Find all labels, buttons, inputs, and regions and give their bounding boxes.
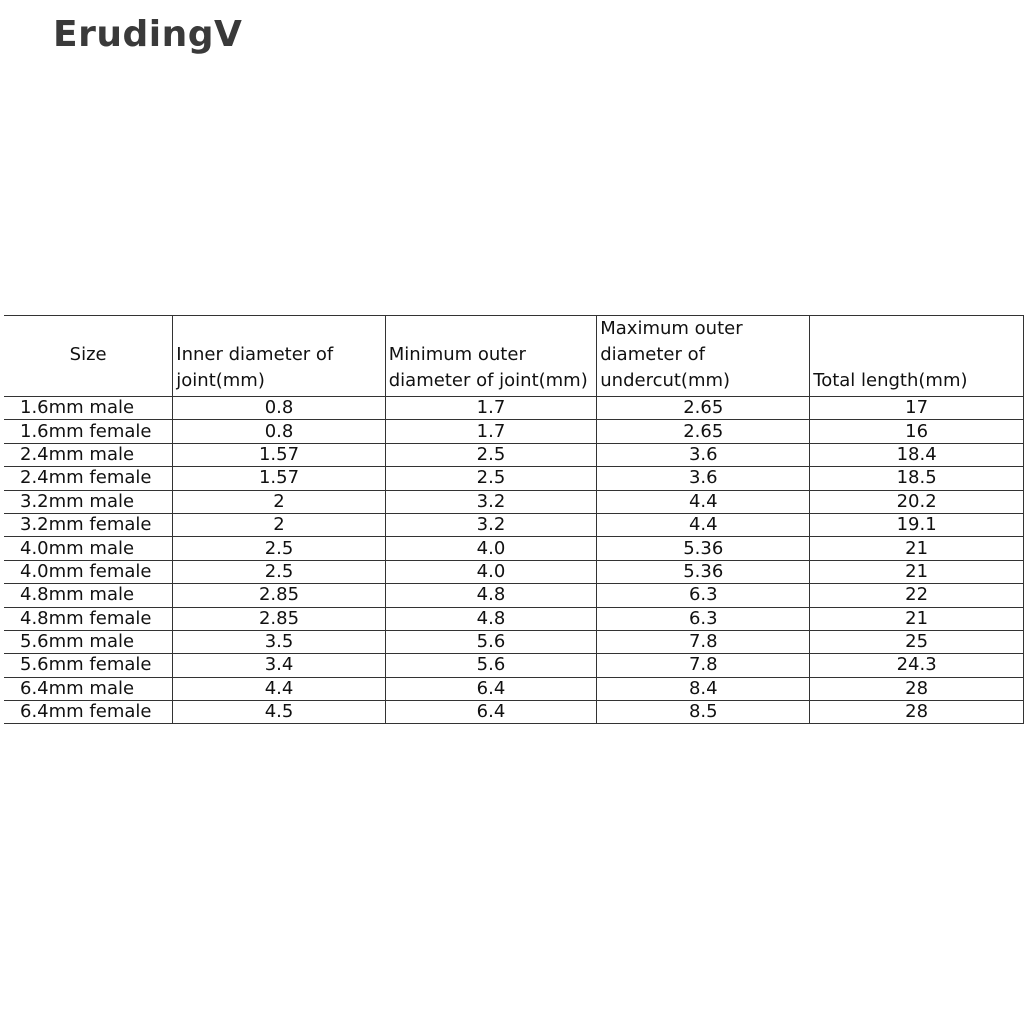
cell-inner-diameter: 2.5 bbox=[173, 560, 385, 583]
cell-size: 1.6mm female bbox=[4, 420, 173, 443]
column-header-inner-diameter: Inner diameter of joint(mm) bbox=[173, 316, 385, 397]
cell-total-length: 28 bbox=[810, 677, 1024, 700]
column-header-max-outer-diameter: Maximum outer diameter of undercut(mm) bbox=[597, 316, 810, 397]
cell-min-outer-diameter: 4.8 bbox=[385, 607, 597, 630]
cell-min-outer-diameter: 3.2 bbox=[385, 513, 597, 536]
cell-size: 4.0mm male bbox=[4, 537, 173, 560]
cell-min-outer-diameter: 2.5 bbox=[385, 467, 597, 490]
cell-total-length: 24.3 bbox=[810, 654, 1024, 677]
table-row bbox=[4, 537, 1024, 560]
cell-min-outer-diameter: 6.4 bbox=[385, 701, 597, 724]
cell-inner-diameter: 1.57 bbox=[173, 443, 385, 466]
table-row bbox=[4, 397, 1024, 420]
table-row bbox=[4, 420, 1024, 443]
cell-max-outer-diameter: 4.4 bbox=[597, 513, 810, 536]
cell-total-length: 20.2 bbox=[810, 490, 1024, 513]
table-row bbox=[4, 490, 1024, 513]
cell-max-outer-diameter: 7.8 bbox=[597, 630, 810, 653]
cell-min-outer-diameter: 1.7 bbox=[385, 420, 597, 443]
table-row bbox=[4, 584, 1024, 607]
cell-inner-diameter: 0.8 bbox=[173, 420, 385, 443]
cell-total-length: 21 bbox=[810, 560, 1024, 583]
cell-max-outer-diameter: 6.3 bbox=[597, 584, 810, 607]
column-header-size: Size bbox=[4, 316, 173, 397]
cell-size: 3.2mm male bbox=[4, 490, 173, 513]
table-row bbox=[4, 701, 1024, 724]
cell-total-length: 21 bbox=[810, 537, 1024, 560]
cell-size: 6.4mm male bbox=[4, 677, 173, 700]
cell-size: 4.0mm female bbox=[4, 560, 173, 583]
cell-total-length: 17 bbox=[810, 397, 1024, 420]
cell-max-outer-diameter: 4.4 bbox=[597, 490, 810, 513]
cell-size: 4.8mm male bbox=[4, 584, 173, 607]
table-row bbox=[4, 630, 1024, 653]
cell-inner-diameter: 2.5 bbox=[173, 537, 385, 560]
cell-inner-diameter: 4.4 bbox=[173, 677, 385, 700]
cell-inner-diameter: 4.5 bbox=[173, 701, 385, 724]
cell-total-length: 28 bbox=[810, 701, 1024, 724]
cell-inner-diameter: 2 bbox=[173, 490, 385, 513]
spec-table bbox=[4, 315, 1024, 724]
cell-inner-diameter: 3.4 bbox=[173, 654, 385, 677]
cell-inner-diameter: 1.57 bbox=[173, 467, 385, 490]
cell-min-outer-diameter: 5.6 bbox=[385, 654, 597, 677]
table-row bbox=[4, 560, 1024, 583]
table-header-row bbox=[4, 316, 1024, 397]
cell-max-outer-diameter: 7.8 bbox=[597, 654, 810, 677]
table-row bbox=[4, 654, 1024, 677]
cell-max-outer-diameter: 8.5 bbox=[597, 701, 810, 724]
cell-max-outer-diameter: 8.4 bbox=[597, 677, 810, 700]
cell-total-length: 25 bbox=[810, 630, 1024, 653]
watermark-text: ErudingV bbox=[53, 14, 243, 55]
cell-min-outer-diameter: 6.4 bbox=[385, 677, 597, 700]
cell-max-outer-diameter: 5.36 bbox=[597, 560, 810, 583]
cell-size: 6.4mm female bbox=[4, 701, 173, 724]
table-row bbox=[4, 443, 1024, 466]
cell-total-length: 19.1 bbox=[810, 513, 1024, 536]
cell-size: 2.4mm female bbox=[4, 467, 173, 490]
table-row bbox=[4, 677, 1024, 700]
cell-total-length: 18.5 bbox=[810, 467, 1024, 490]
cell-inner-diameter: 2 bbox=[173, 513, 385, 536]
cell-max-outer-diameter: 3.6 bbox=[597, 467, 810, 490]
table-row bbox=[4, 607, 1024, 630]
cell-size: 3.2mm female bbox=[4, 513, 173, 536]
cell-max-outer-diameter: 5.36 bbox=[597, 537, 810, 560]
cell-min-outer-diameter: 5.6 bbox=[385, 630, 597, 653]
cell-min-outer-diameter: 4.0 bbox=[385, 537, 597, 560]
cell-size: 1.6mm male bbox=[4, 397, 173, 420]
cell-min-outer-diameter: 4.0 bbox=[385, 560, 597, 583]
table-row bbox=[4, 513, 1024, 536]
cell-min-outer-diameter: 1.7 bbox=[385, 397, 597, 420]
column-header-min-outer-diameter: Minimum outer diameter of joint(mm) bbox=[385, 316, 597, 397]
cell-total-length: 18.4 bbox=[810, 443, 1024, 466]
cell-total-length: 22 bbox=[810, 584, 1024, 607]
cell-min-outer-diameter: 4.8 bbox=[385, 584, 597, 607]
table-row bbox=[4, 467, 1024, 490]
cell-inner-diameter: 3.5 bbox=[173, 630, 385, 653]
cell-inner-diameter: 2.85 bbox=[173, 584, 385, 607]
cell-size: 2.4mm male bbox=[4, 443, 173, 466]
cell-min-outer-diameter: 2.5 bbox=[385, 443, 597, 466]
cell-total-length: 21 bbox=[810, 607, 1024, 630]
table-body bbox=[4, 397, 1024, 724]
cell-min-outer-diameter: 3.2 bbox=[385, 490, 597, 513]
cell-size: 4.8mm female bbox=[4, 607, 173, 630]
cell-inner-diameter: 0.8 bbox=[173, 397, 385, 420]
cell-inner-diameter: 2.85 bbox=[173, 607, 385, 630]
cell-size: 5.6mm female bbox=[4, 654, 173, 677]
cell-max-outer-diameter: 2.65 bbox=[597, 397, 810, 420]
cell-max-outer-diameter: 2.65 bbox=[597, 420, 810, 443]
cell-size: 5.6mm male bbox=[4, 630, 173, 653]
column-header-total-length: Total length(mm) bbox=[810, 316, 1024, 397]
cell-max-outer-diameter: 3.6 bbox=[597, 443, 810, 466]
cell-max-outer-diameter: 6.3 bbox=[597, 607, 810, 630]
cell-total-length: 16 bbox=[810, 420, 1024, 443]
